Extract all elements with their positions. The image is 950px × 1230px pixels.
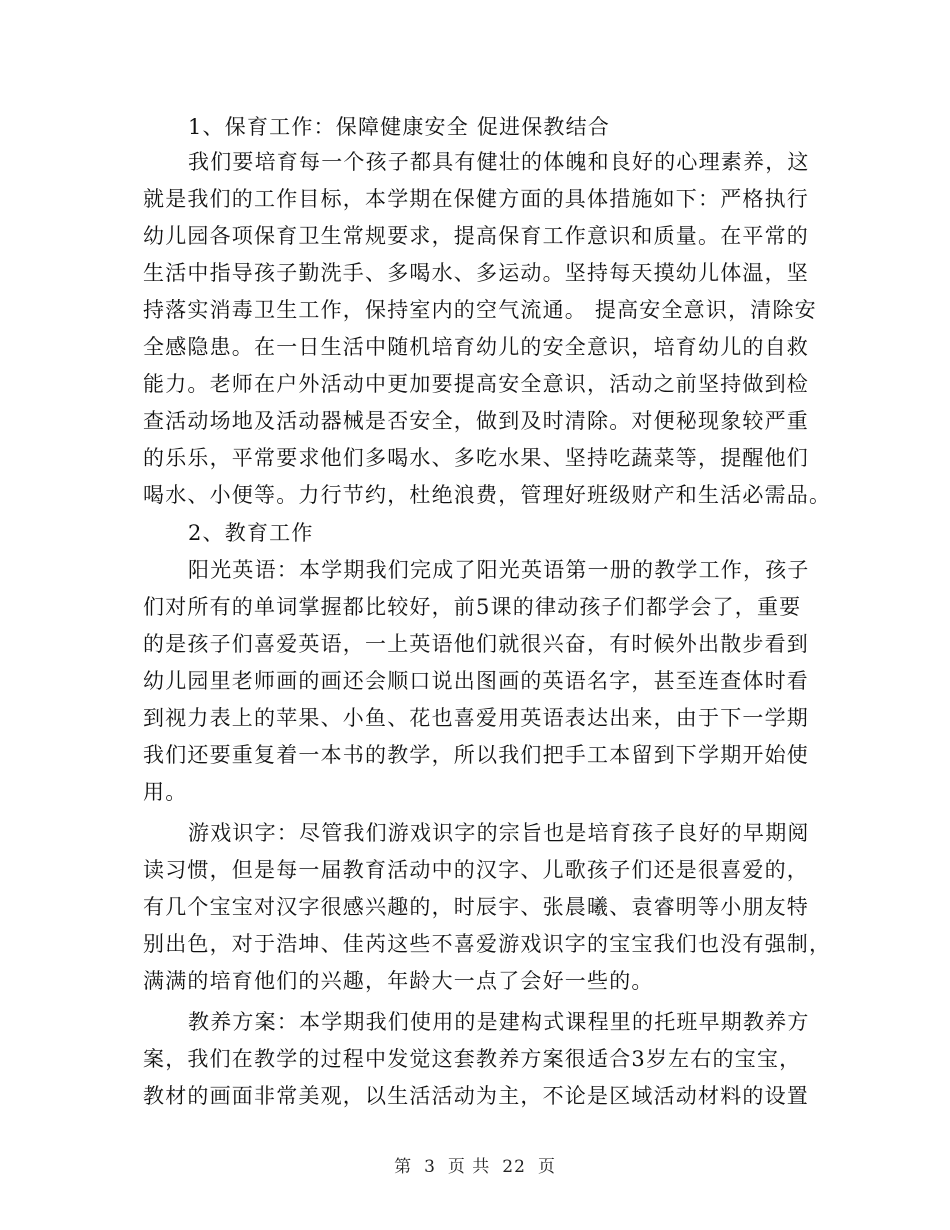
footer-total-pages: 22 xyxy=(502,1157,526,1177)
footer-middle: 页 共 xyxy=(447,1157,491,1177)
paragraph-line: 读习惯，但是每一届教育活动中的汉字、儿歌孩子们还是很喜爱的， xyxy=(143,858,809,882)
paragraph-line: 有几个宝宝对汉字很感兴趣的，时辰宇、张晨曦、袁睿明等小朋友特 xyxy=(143,895,809,919)
paragraph-line: 阳光英语：本学期我们完成了阳光英语第一册的教学工作，孩子 xyxy=(188,558,810,582)
paragraph-line: 用。 xyxy=(143,780,188,804)
paragraph-line: 能力。老师在户外活动中更加要提高安全意识，活动之前坚持做到检 xyxy=(143,372,809,396)
page-footer xyxy=(0,1152,950,1177)
paragraph-line: 满满的培育他们的兴趣，年龄大一点了会好一些的。 xyxy=(143,969,654,993)
paragraph-line: 全感隐患。在一日生活中随机培育幼儿的安全意识，培育幼儿的自救 xyxy=(143,335,809,359)
paragraph-line: 教养方案：本学期我们使用的是建构式课程里的托班早期教养方 xyxy=(188,1010,810,1034)
paragraph-line: 游戏识字：尽管我们游戏识字的宗旨也是培育孩子良好的早期阅 xyxy=(188,821,810,845)
paragraph-line: 我们还要重复着一本书的教学，所以我们把手工本留到下学期开始使 xyxy=(143,743,809,767)
paragraph-line: 就是我们的工作目标，本学期在保健方面的具体措施如下：严格执行 xyxy=(143,187,809,211)
paragraph-line: 查活动场地及活动器械是否安全，做到及时清除。对便秘现象较严重 xyxy=(143,409,809,433)
paragraph-line: 幼儿园里老师画的画还会顺口说出图画的英语名字，甚至连查体时看 xyxy=(143,669,809,693)
paragraph-line: 到视力表上的苹果、小鱼、花也喜爱用英语表达出来，由于下一学期 xyxy=(143,706,809,730)
section-heading-education: 2、教育工作 xyxy=(188,521,314,545)
paragraph-line: 喝水、小便等。力行节约，杜绝浪费，管理好班级财产和生活必需品。 xyxy=(143,483,832,507)
paragraph-line: 持落实消毒卫生工作，保持室内的空气流通。 提高安全意识，清除安 xyxy=(143,298,817,322)
paragraph-line: 教材的画面非常美观，以生活活动为主，不论是区域活动材料的设置 xyxy=(143,1084,809,1108)
paragraph-line: 们对所有的单词掌握都比较好，前5课的律动孩子们都学会了，重要 xyxy=(143,595,802,619)
paragraph-line: 别出色，对于浩坤、佳芮这些不喜爱游戏识字的宝宝我们也没有强制， xyxy=(143,932,832,956)
footer-suffix: 页 xyxy=(537,1157,556,1177)
paragraph-line: 生活中指导孩子勤洗手、多喝水、多运动。坚持每天摸幼儿体温，坚 xyxy=(143,261,809,285)
paragraph-line: 幼儿园各项保育卫生常规要求，提高保育工作意识和质量。在平常的 xyxy=(143,224,809,248)
paragraph-line: 我们要培育每一个孩子都具有健壮的体魄和良好的心理素养，这 xyxy=(188,150,810,174)
section-heading-childcare: 1、保育工作：保障健康安全 促进保教结合 xyxy=(188,115,611,139)
paragraph-line: 的乐乐，平常要求他们多喝水、多吃水果、坚持吃蔬菜等，提醒他们 xyxy=(143,446,809,470)
footer-prefix: 第 xyxy=(394,1157,413,1177)
paragraph-line: 案，我们在教学的过程中发觉这套教养方案很适合3岁左右的宝宝， xyxy=(143,1047,802,1071)
footer-page-number: 3 xyxy=(424,1157,436,1177)
paragraph-line: 的是孩子们喜爱英语，一上英语他们就很兴奋，有时候外出散步看到 xyxy=(143,632,809,656)
